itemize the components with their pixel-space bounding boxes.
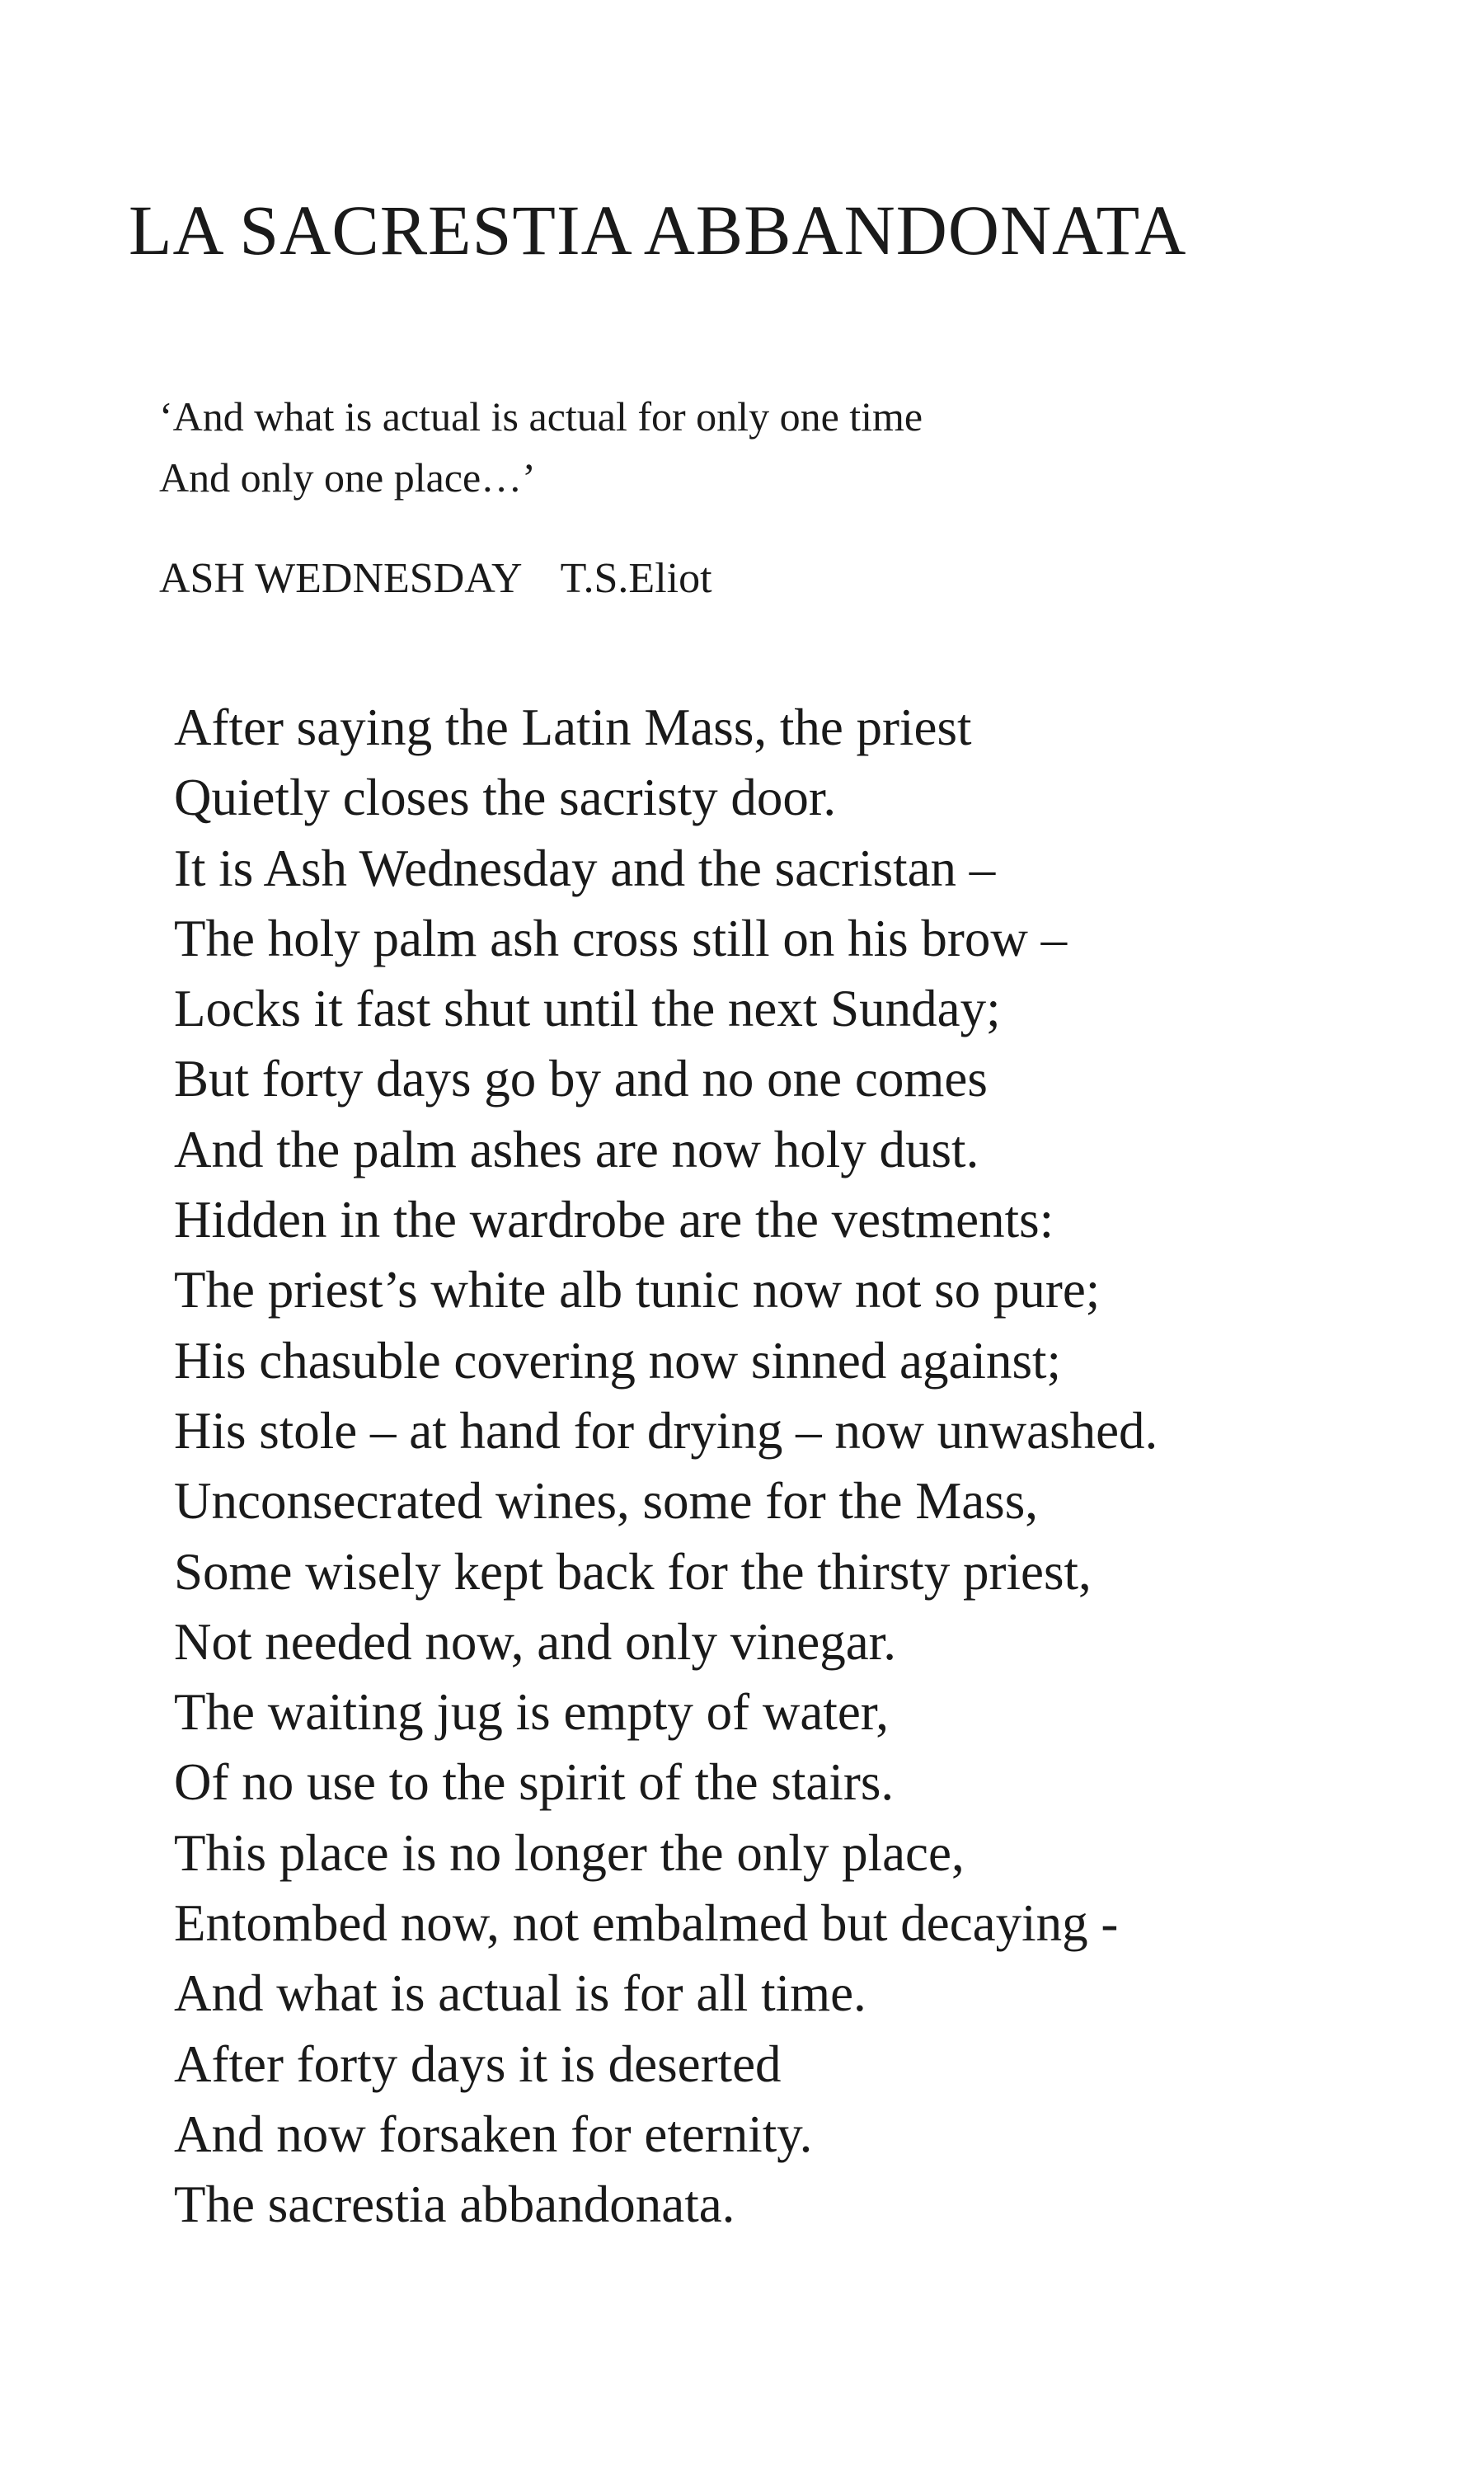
poem-line: But forty days go by and no one comes [174, 1050, 988, 1108]
poem-line: Entombed now, not embalmed but decaying - [174, 1894, 1119, 1953]
poem-line: Hidden in the wardrobe are the vestments: [174, 1191, 1054, 1249]
poem-line: And now forsaken for eternity. [174, 2105, 813, 2163]
poem-line: The sacrestia abbandonata. [174, 2175, 735, 2234]
poem-line: This place is no longer the only place, [174, 1823, 965, 1882]
poem-line: Of no use to the spirit of the stairs. [174, 1753, 895, 1812]
poem-line: The waiting jug is empty of water, [174, 1683, 890, 1742]
poem-line: Unconsecrated wines, some for the Mass, [174, 1472, 1038, 1531]
poem-line: The priest’s white alb tunic now not so pure; [174, 1261, 1101, 1319]
poem-line: It is Ash Wednesday and the sacristan – [174, 839, 996, 897]
epigraph-work-title: ASH WEDNESDAY [159, 555, 523, 602]
poem-line: Not needed now, and only vinegar. [174, 1612, 896, 1671]
epigraph-line: And only one place…’ [159, 454, 536, 501]
epigraph [159, 386, 923, 508]
poem-line: And the palm ashes are now holy dust. [174, 1120, 979, 1178]
epigraph-line: ‘And what is actual is actual for only one time [159, 393, 923, 440]
poem-line: After forty days it is deserted [174, 2034, 782, 2093]
poem-line: After saying the Latin Mass, the priest [174, 698, 972, 756]
poem-line: His chasuble covering now sinned against; [174, 1331, 1062, 1390]
poem-line: The holy palm ash cross still on his brow – [174, 909, 1068, 967]
poem-line: His stole – at hand for drying – now unwashed. [174, 1401, 1158, 1460]
epigraph-author: T.S.Eliot [560, 555, 712, 602]
poem-line: And what is actual is for all time. [174, 1964, 866, 2023]
poem-body [174, 693, 1158, 2241]
poem-line: Quietly closes the sacristy door. [174, 769, 837, 827]
poem-line: Some wisely kept back for the thirsty priest, [174, 1542, 1092, 1601]
epigraph-attribution [159, 557, 712, 600]
poem-line: Locks it fast shut until the next Sunday; [174, 980, 1001, 1038]
poem-title: LA SACRESTIA ABBANDONATA [129, 190, 1187, 270]
